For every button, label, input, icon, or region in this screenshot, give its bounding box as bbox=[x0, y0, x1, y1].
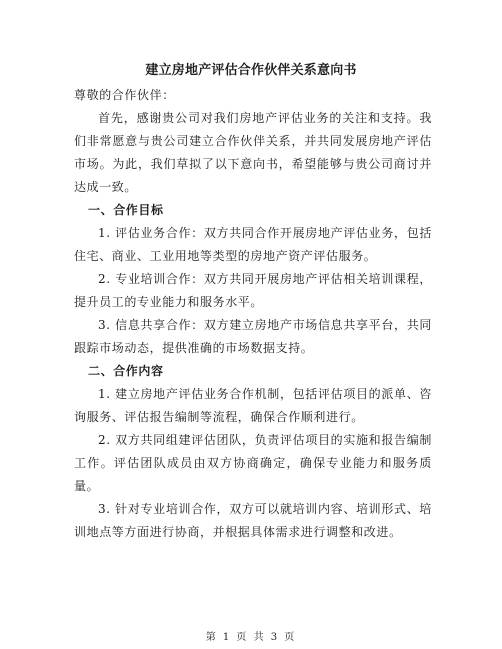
content-item-3: 3. 针对专业培训合作，双方可以就培训内容、培训形式、培训地点等方面进行协商，并根据具体需求进行调整和改进。 bbox=[74, 502, 432, 539]
document-body bbox=[74, 84, 432, 544]
content-item-2: 2. 双方共同组建评估团队，负责评估项目的实施和报告编制工作。评估团队成员由双方协商确定，确保专业能力和服务质量。 bbox=[74, 433, 432, 493]
goal-item-1: 1. 评估业务合作：双方共同合作开展房地产评估业务，包括住宅、商业、工业用地等类型的房地产资产评估服务。 bbox=[74, 226, 432, 263]
section-heading-goals: 一、合作目标 bbox=[88, 203, 164, 217]
intro-paragraph: 首先，感谢贵公司对我们房地产评估业务的关注和支持。我们非常愿意与贵公司建立合作伙伴关系，并共同发展房地产评估市场。为此，我们草拟了以下意向书，希望能够与贵公司商讨并达成一致。 bbox=[74, 111, 432, 194]
content-item-1: 1. 建立房地产评估业务合作机制，包括评估项目的派单、咨询服务、评估报告编制等流程，确保合作顺利进行。 bbox=[74, 387, 432, 424]
document-title: 建立房地产评估合作伙伴关系意向书 bbox=[145, 63, 357, 78]
section-heading-content: 二、合作内容 bbox=[88, 364, 164, 378]
goal-item-2: 2. 专业培训合作：双方共同开展房地产评估相关培训课程，提升员工的专业能力和服务水平。 bbox=[74, 272, 432, 309]
page-number-footer: 第 1 页 共 3 页 bbox=[205, 632, 297, 643]
salutation: 尊敬的合作伙伴： bbox=[74, 88, 175, 102]
goal-item-3: 3. 信息共享合作：双方建立房地产市场信息共享平台，共同跟踪市场动态，提供准确的市场数据支持。 bbox=[74, 318, 432, 355]
